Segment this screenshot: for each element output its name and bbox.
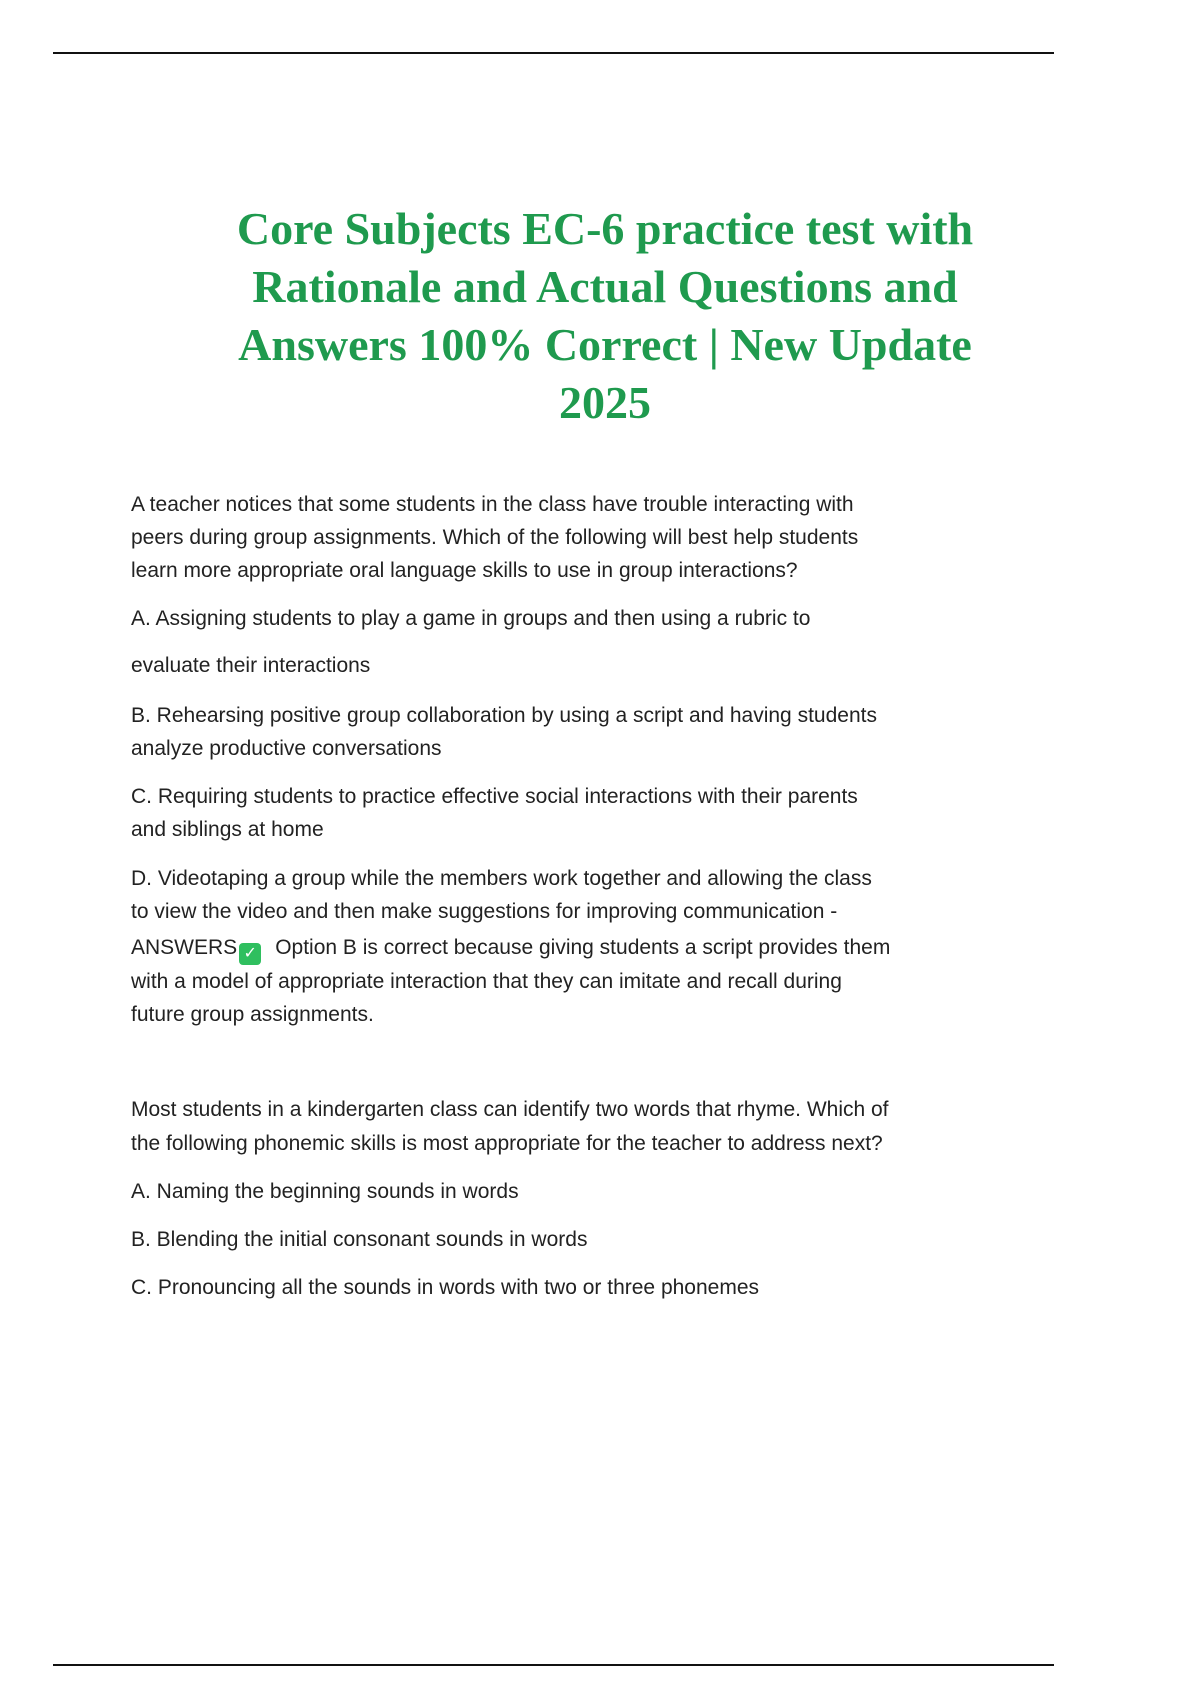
option-c: C. Requiring students to practice effective social interactions with their parents	[131, 785, 858, 808]
option-d: to view the video and then make suggestions for improving communication -	[131, 900, 838, 923]
option-b: analyze productive conversations	[131, 737, 442, 760]
rationale: future group assignments.	[131, 1003, 374, 1026]
rationale: with a model of appropriate interaction that they can imitate and recall during	[131, 970, 842, 993]
title-line: Core Subjects EC-6 practice test with	[236, 203, 974, 254]
answer-label: ANSWERS	[131, 936, 238, 959]
option-d: D. Videotaping a group while the members work together and allowing the class	[131, 867, 872, 890]
option-c: C. Pronouncing all the sounds in words with two or three phonemes	[131, 1276, 760, 1299]
check-mark-icon: ✓	[239, 943, 261, 965]
option-a: A. Naming the beginning sounds in words	[131, 1180, 519, 1203]
option-a: evaluate their interactions	[131, 654, 371, 677]
answer-line	[131, 935, 890, 965]
title-line: Answers 100% Correct | New Update	[238, 319, 972, 370]
question-stem: learn more appropriate oral language skills to use in group interactions?	[131, 559, 798, 582]
rationale: Option B is correct because giving students a script provides them	[275, 936, 891, 959]
option-c: and siblings at home	[131, 818, 324, 841]
question-stem: the following phonemic skills is most appropriate for the teacher to address next?	[131, 1132, 883, 1155]
title-line: Rationale and Actual Questions and	[252, 261, 958, 312]
option-a: A. Assigning students to play a game in groups and then using a rubric to	[131, 607, 811, 630]
bottom-rule	[53, 1664, 1054, 1666]
question-stem: peers during group assignments. Which of the following will best help students	[131, 526, 859, 549]
option-b: B. Rehearsing positive group collaboration by using a script and having students	[131, 704, 877, 727]
title-line: 2025	[559, 377, 651, 428]
top-rule	[53, 52, 1054, 54]
question-stem: A teacher notices that some students in the class have trouble interacting with	[131, 493, 854, 516]
option-b: B. Blending the initial consonant sounds in words	[131, 1228, 588, 1251]
question-stem: Most students in a kindergarten class can identify two words that rhyme. Which of	[131, 1098, 889, 1121]
